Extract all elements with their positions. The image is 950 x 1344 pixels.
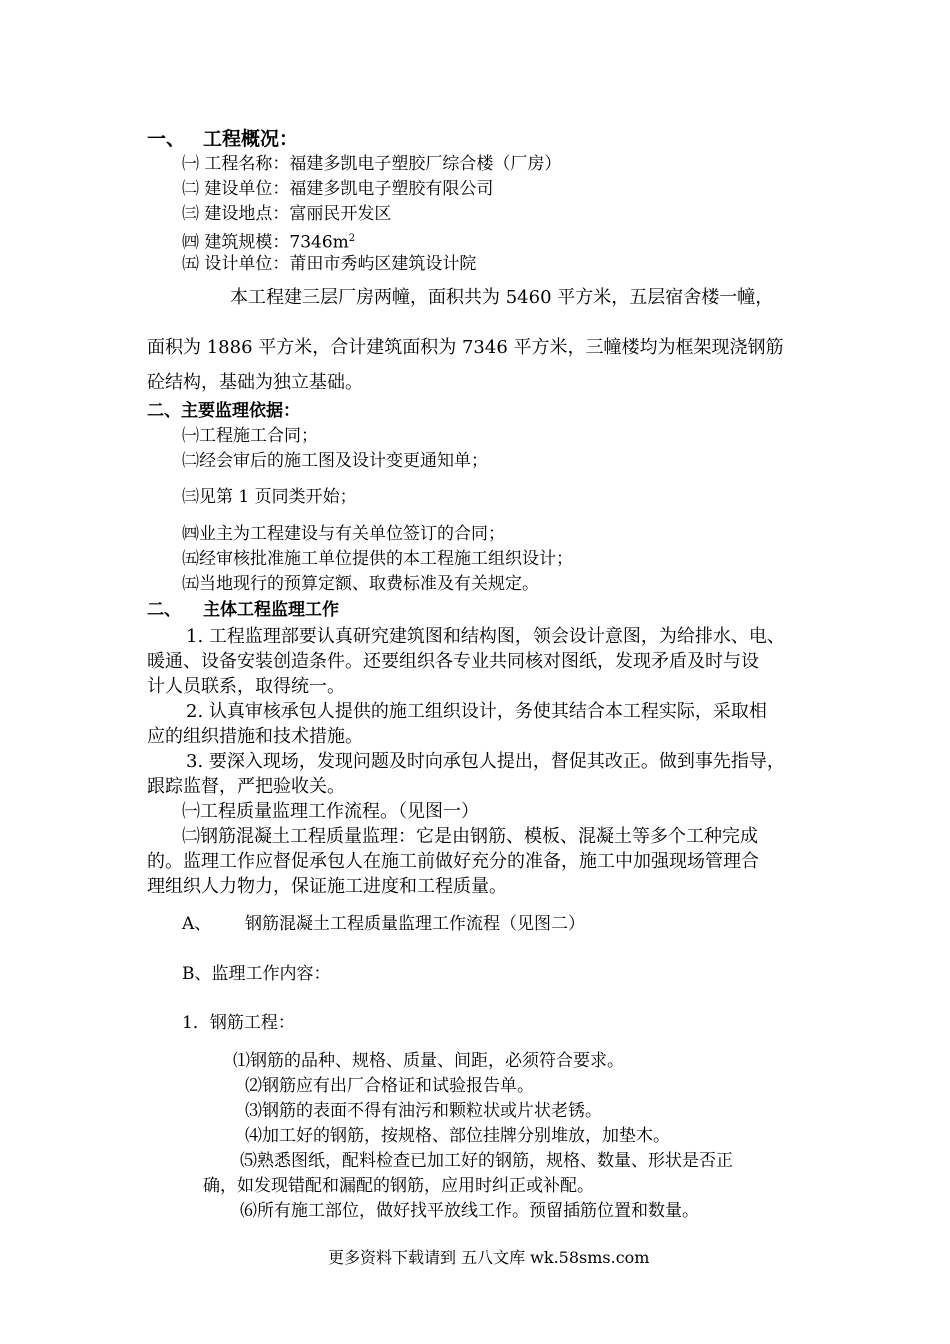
work-line: 的。监理工作应督促承包人在施工前做好充分的准备，施工中加强现场管理合 [147, 851, 759, 872]
building-scale-superscript: 2 [348, 233, 356, 244]
work-line: 跟踪监督，严把验收关。 [147, 776, 345, 797]
basis-item: ㈢见第 1 页同类开始； [182, 487, 357, 507]
building-scale [182, 228, 355, 254]
basis-item: ㈤当地现行的预算定额、取费标准及有关规定。 [182, 574, 539, 594]
work-line: 计人员联系，取得统一。 [147, 676, 345, 697]
work-line: 2. 认真审核承包人提供的施工组织设计，务使其结合本工程实际，采取相 [186, 701, 767, 722]
steel-work-title: 1．钢筋工程： [182, 1013, 295, 1033]
flow-a-text: 钢筋混凝土工程质量监理工作流程（见图二） [245, 914, 585, 934]
overview-paragraph-line: 面积为 1886 平方米，合计建筑面积为 7346 平方米，三幢楼均为框架现浇钢筋 [147, 337, 784, 358]
section1-title: 工程概况： [203, 128, 299, 150]
construction-site: ㈢ 建设地点：富丽民开发区 [182, 204, 392, 224]
steel-item: ⑷加工好的钢筋，按规格、部位挂牌分别堆放，加垫木。 [245, 1126, 670, 1146]
flow-b-text: B、监理工作内容： [182, 964, 331, 984]
section3-title: 主体工程监理工作 [203, 600, 339, 620]
section1-number: 一、 [147, 128, 186, 150]
construction-unit: ㈡ 建设单位：福建多凯电子塑胶有限公司 [182, 179, 494, 199]
steel-item: ⑵钢筋应有出厂合格证和试验报告单。 [245, 1076, 534, 1096]
steel-item: 确，如发现错配和漏配的钢筋，应用时纠正或补配。 [203, 1176, 594, 1196]
footer-text: 更多资料下载请到 五八文库 wk.58sms.com [328, 1248, 650, 1267]
section2-title: 二、主要监理依据： [147, 401, 300, 421]
work-line: 应的组织措施和技术措施。 [147, 726, 363, 747]
work-line: ㈠工程质量监理工作流程。（见图一） [182, 801, 479, 822]
steel-item: ⑴钢筋的品种、规格、质量、间距，必须符合要求。 [233, 1051, 624, 1071]
section3-number: 二、 [147, 600, 181, 620]
overview-paragraph-line: 本工程建三层厂房两幢，面积共为 5460 平方米，五层宿舍楼一幢， [230, 287, 774, 308]
steel-item: ⑹所有施工部位，做好找平放线工作。预留插筋位置和数量。 [240, 1201, 699, 1221]
basis-item: ㈤经审核批准施工单位提供的本工程施工组织设计； [182, 549, 573, 569]
basis-item: ㈣业主为工程建设与有关单位签订的合同； [182, 524, 505, 544]
basis-item: ㈠工程施工合同； [182, 426, 318, 446]
work-line: 1. 工程监理部要认真研究建筑图和结构图，领会设计意图，为给排水、电、 [186, 626, 785, 647]
work-line: 3. 要深入现场，发现问题及时向承包人提出，督促其改正。做到事先指导， [186, 751, 785, 772]
basis-item: ㈡经会审后的施工图及设计变更通知单； [182, 451, 488, 471]
work-line: ㈡钢筋混凝土工程质量监理：它是由钢筋、模板、混凝土等多个工种完成 [182, 826, 758, 847]
steel-item: ⑶钢筋的表面不得有油污和颗粒状或片状老锈。 [245, 1101, 602, 1121]
overview-paragraph-line: 砼结构，基础为独立基础。 [147, 372, 363, 393]
work-line: 暖通、设备安装创造条件。还要组织各专业共同核对图纸，发现矛盾及时与设 [147, 651, 759, 672]
flow-a-label: A、 [182, 914, 212, 934]
steel-item: ⑸熟悉图纸，配料检查已加工好的钢筋，规格、数量、形状是否正 [240, 1151, 733, 1171]
project-name: ㈠ 工程名称：福建多凯电子塑胶厂综合楼（厂房） [182, 154, 562, 174]
work-line: 理组织人力物力，保证施工进度和工程质量。 [147, 876, 507, 897]
building-scale-text: ㈣ 建筑规模：7346m [182, 232, 349, 253]
design-unit: ㈤ 设计单位：莆田市秀屿区建筑设计院 [182, 254, 477, 274]
